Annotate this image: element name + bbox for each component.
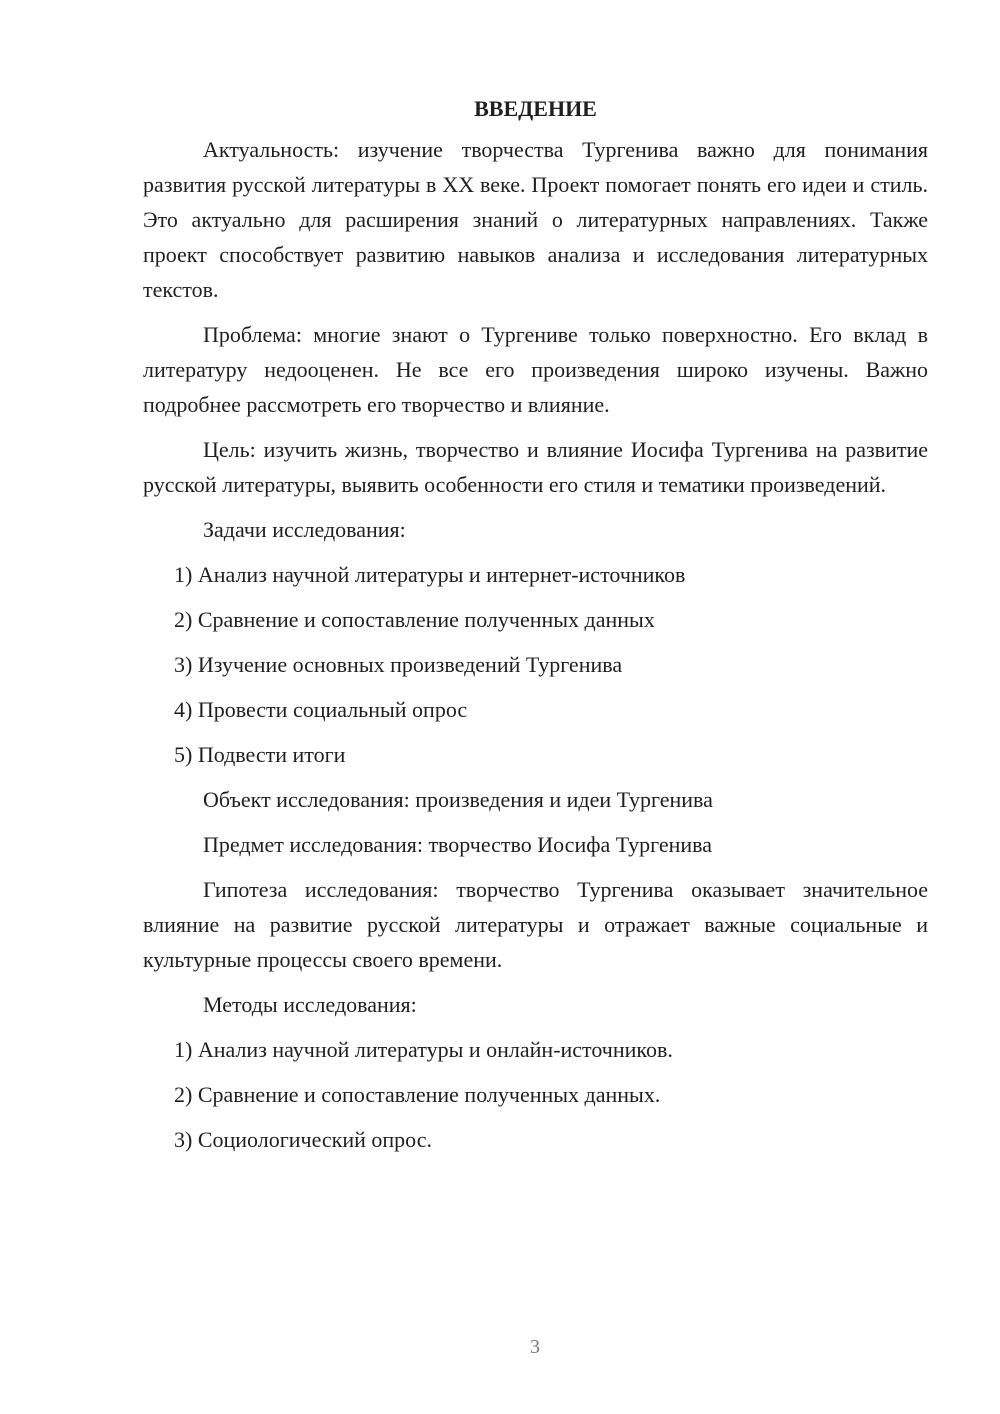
subject-line: Предмет исследования: творчество Иосифа Тургенива [203, 832, 712, 857]
task-item: 3) Изучение основных произведений Тургенива [174, 652, 623, 677]
section-title: ВВЕДЕНИЕ [474, 96, 597, 121]
method-item: 3) Социологический опрос. [174, 1127, 432, 1152]
method-item: 1) Анализ научной литературы и онлайн-источников. [174, 1037, 673, 1062]
page-number: 3 [530, 1336, 540, 1358]
problem-paragraph: Проблема: многие знают о Тургениве только поверхностно. Его вклад в литературу недооценен. Не все его произведения широко изучены. Важно подробнее рассмотреть его творчество и влияние. [143, 322, 928, 417]
object-line: Объект исследования: произведения и идеи Тургенива [203, 787, 713, 812]
task-item: 2) Сравнение и сопоставление полученных данных [174, 607, 655, 632]
tasks-heading: Задачи исследования: [203, 517, 406, 542]
relevance-paragraph: Актуальность: изучение творчества Тургенива важно для понимания развития русской литературы в XX веке. Проект помогает понять его идеи и стиль. Это актуально для расширения знаний о литературных направлениях. Также проект способствует развитию навыков анализа и исследования литературных текстов. [143, 137, 928, 302]
hypothesis-paragraph: Гипотеза исследования: творчество Тургенива оказывает значительное влияние на развитие русской литературы и отражает важные социальные и культурные процессы своего времени. [143, 877, 928, 972]
methods-heading: Методы исследования: [203, 992, 417, 1017]
task-item: 1) Анализ научной литературы и интернет-источников [174, 562, 686, 587]
task-item: 5) Подвести итоги [174, 742, 346, 767]
method-item: 2) Сравнение и сопоставление полученных данных. [174, 1082, 661, 1107]
page-content [143, 91, 928, 1167]
goal-paragraph: Цель: изучить жизнь, творчество и влияние Иосифа Тургенива на развитие русской литературы, выявить особенности его стиля и тематики произведений. [143, 437, 928, 497]
task-item: 4) Провести социальный опрос [174, 697, 468, 722]
